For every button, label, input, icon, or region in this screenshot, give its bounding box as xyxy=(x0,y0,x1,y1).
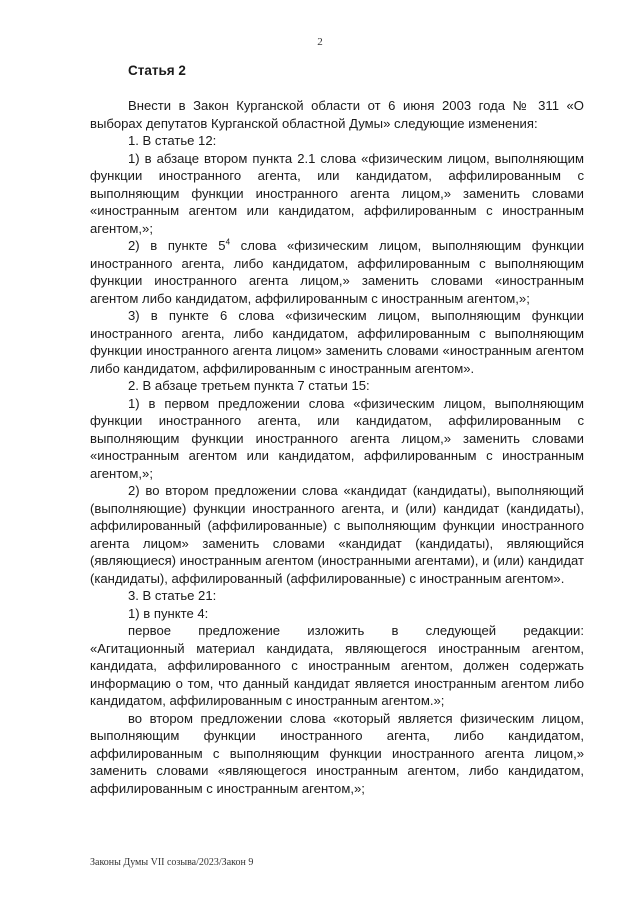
paragraph-quote: «Агитационный материал кандидата, являющегося иностранным агентом, кандидата, аффилированного с иностранным агентом, должен содержать информацию о том, что данный кандидат является иностранным агентом либо кандидатом, аффилированным с иностранным агентом.»; xyxy=(90,640,584,708)
superscript: 4 xyxy=(225,237,231,247)
paragraph-line: первое предложение изложить в следующей редакции: xyxy=(128,623,584,638)
paragraph-subitem: 1) в первом предложении слова «физическим лицом, выполняющим функции иностранного агента, или кандидатом, аффилированным с выполняющим функции иностранного агента лицом,» заменить словами «иностранным агентом или кандидатом, аффилированным с иностранным агентом,»; xyxy=(90,395,584,481)
paragraph-item-1: 1. В статье 12: xyxy=(128,133,217,148)
paragraph-prefix: 2) в пункте 5 xyxy=(128,238,226,253)
paragraph-subitem: 1) в абзаце втором пункта 2.1 слова «физическим лицом, выполняющим функции иностранного агента, или кандидатом, аффилированным с выполняющим функции иностранного агента лицом,» заменить словами «иностранным агентом или кандидатом, аффилированным с иностранным агентом,»; xyxy=(90,150,584,236)
document-body xyxy=(90,62,584,797)
paragraph-subitem: 1) в пункте 4: xyxy=(128,605,209,621)
paragraph-item-3: 3. В статье 21: xyxy=(128,588,217,603)
paragraph-subitem: 3) в пункте 6 слова «физическим лицом, выполняющим функции иностранного агента, либо кандидатом, аффилированным с выполняющим функции иностранного агента лицом» заменить словами «иностранным агентом либо кандидатом, аффилированным с иностранным агентом». xyxy=(90,308,584,376)
paragraph-rest: слова «физическим лицом, выполняющим функции иностранного агента, либо кандидатом, аффилированным с выполняющим функции иностранного агента лицом,» заменить словами «иностранным агентом либо кандидатом, аффилированным с иностранным агентом,»; xyxy=(90,238,585,306)
paragraph-subitem: во втором предложении слова «который является физическим лицом, выполняющим функции иностранного агента, либо кандидатом, аффилированным с выполняющим функции иностранного агента лицом,» заменить словами «являющегося иностранным агентом, либо кандидатом, аффилированным с иностранным агентом,»; xyxy=(90,710,584,796)
paragraph-subitem: 2) во втором предложении слова «кандидат (кандидаты), выполняющий (выполняющие) функции иностранного агента, и (или) кандидат (кандидаты), аффилированный (аффилированные) с выполняющим функции иностранного агента лицом» заменить словами «кандидат (кандидаты), являющийся (являющиеся) иностранным агентом (иностранными агентами), и (или) кандидат (кандидаты), аффилированный (аффилированные) с иностранным агентом». xyxy=(90,483,584,586)
footer-reference: Законы Думы VII созыва/2023/Закон 9 xyxy=(90,857,254,868)
page-number: 2 xyxy=(317,36,323,48)
paragraph-item-2: 2. В абзаце третьем пункта 7 статьи 15: xyxy=(128,378,370,393)
paragraph-intro: Внести в Закон Курганской области от 6 июня 2003 года № 311 «О выборах депутатов Курганской областной Думы» следующие изменения: xyxy=(90,98,584,131)
article-title: Статья 2 xyxy=(128,63,186,78)
paragraph-subitem-superscript xyxy=(90,237,584,307)
